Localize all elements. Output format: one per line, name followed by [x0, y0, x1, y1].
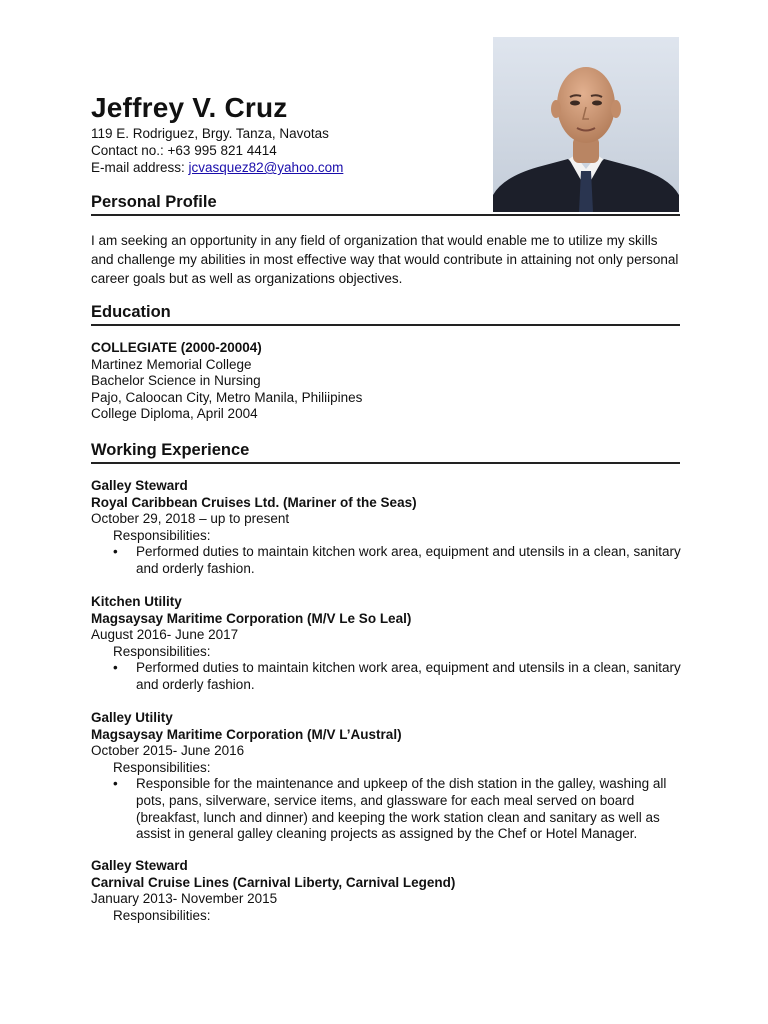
working-experience-heading: Working Experience: [91, 440, 680, 464]
education-degree: Bachelor Science in Nursing: [91, 373, 261, 389]
email-label: E-mail address:: [91, 160, 189, 175]
job-entry: [91, 858, 691, 924]
job-entry: [91, 478, 691, 578]
email-line: [91, 159, 343, 176]
responsibility-item: [91, 776, 691, 842]
applicant-photo: [493, 37, 679, 212]
responsibility-item: [91, 660, 691, 693]
applicant-name: Jeffrey V. Cruz: [91, 92, 288, 123]
job-title: Galley Steward: [91, 858, 188, 873]
job-company: Magsaysay Maritime Corporation (M/V L’Austral): [91, 726, 402, 742]
job-dates: August 2016- June 2017: [91, 627, 239, 643]
job-dates: October 29, 2018 – up to present: [91, 511, 290, 527]
portrait-image: [493, 37, 679, 212]
personal-profile-text: I am seeking an opportunity in any field of organization that would enable me to utilize my skills and challenge my abilities in most effective way that would contribute in attaining not only personal career goals but as well as organizations objectives.: [91, 233, 679, 286]
responsibilities-label: Responsibilities:: [113, 907, 211, 923]
phone-line: Contact no.: +63 995 821 4414: [91, 143, 277, 158]
education-diploma: College Diploma, April 2004: [91, 406, 258, 422]
contact-block: [91, 125, 343, 176]
responsibility-item: [91, 544, 691, 577]
education-school: Martinez Memorial College: [91, 356, 252, 372]
responsibilities-label: Responsibilities:: [113, 759, 211, 775]
responsibilities-label: Responsibilities:: [113, 643, 211, 659]
bullet-icon: •: [113, 776, 118, 792]
address-line: 119 E. Rodriguez, Brgy. Tanza, Navotas: [91, 126, 329, 141]
education-level: COLLEGIATE (2000-20004): [91, 340, 262, 355]
job-title: Galley Steward: [91, 478, 188, 493]
job-company: Magsaysay Maritime Corporation (M/V Le So Leal): [91, 610, 412, 626]
personal-profile-heading: Personal Profile: [91, 192, 680, 216]
job-title: Galley Utility: [91, 710, 173, 725]
bullet-icon: •: [113, 544, 118, 560]
job-entry: [91, 594, 691, 694]
job-dates: October 2015- June 2016: [91, 743, 245, 759]
job-dates: January 2013- November 2015: [91, 891, 278, 907]
responsibility-text: Performed duties to maintain kitchen work area, equipment and utensils in a clean, sanitary and orderly fashion.: [136, 660, 681, 692]
job-company: Royal Caribbean Cruises Ltd. (Mariner of the Seas): [91, 494, 417, 510]
education-entry: [91, 340, 691, 423]
job-title: Kitchen Utility: [91, 594, 182, 609]
responsibility-text: Responsible for the maintenance and upkeep of the dish station in the galley, washing all pots, pans, silverware, service items, and glassware for each meal served on board (breakfast, lunch and dinner) and keeping the work station clean and sanitary as well as assist in general galley cleaning projects as assigned by the Chef or Hotel Manager.: [136, 776, 667, 842]
job-entry: [91, 710, 691, 843]
responsibilities-label: Responsibilities:: [113, 527, 211, 543]
education-location: Pajo, Caloocan City, Metro Manila, Philiipines: [91, 389, 363, 405]
education-heading: Education: [91, 302, 680, 326]
bullet-icon: •: [113, 660, 118, 676]
email-link[interactable]: jcvasquez82@yahoo.com: [188, 160, 344, 175]
job-company: Carnival Cruise Lines (Carnival Liberty, Carnival Legend): [91, 874, 456, 890]
responsibility-text: Performed duties to maintain kitchen work area, equipment and utensils in a clean, sanitary and orderly fashion.: [136, 544, 681, 576]
